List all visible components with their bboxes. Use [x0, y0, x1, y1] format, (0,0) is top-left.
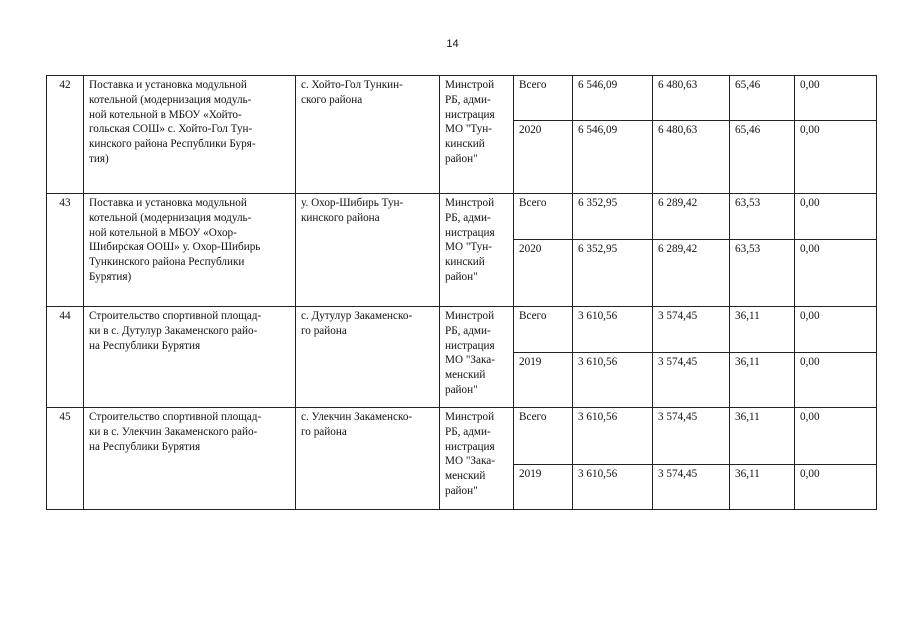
project-name: Строительство спортивной площад- ки в с. Дутулур Закаменского райо- на Республики Бурятия [84, 307, 296, 408]
project-location: с. Хойто-Гол Тункин- ского района [296, 76, 440, 194]
year-cell: Всего [514, 307, 573, 353]
mo-budget-cell: 36,11 [730, 465, 795, 510]
mo-budget-cell: 63,53 [730, 194, 795, 240]
rb-budget-cell: 3 574,45 [653, 353, 730, 408]
rb-budget-cell: 6 480,63 [653, 121, 730, 194]
mo-budget-cell: 65,46 [730, 76, 795, 121]
other-cell: 0,00 [795, 76, 877, 121]
row-number: 45 [47, 408, 84, 510]
year-cell: Всего [514, 76, 573, 121]
year-cell: 2019 [514, 465, 573, 510]
responsible-party: Минстрой РБ, адми- нистрация МО "Тун- кинский район" [440, 76, 514, 194]
rb-budget-cell: 3 574,45 [653, 465, 730, 510]
other-cell: 0,00 [795, 465, 877, 510]
row-number: 42 [47, 76, 84, 194]
year-cell: 2019 [514, 353, 573, 408]
mo-budget-cell: 36,11 [730, 353, 795, 408]
responsible-party: Минстрой РБ, адми- нистрация МО "Тун- кинский район" [440, 194, 514, 307]
total-cell: 3 610,56 [573, 408, 653, 465]
project-name: Поставка и установка модульной котельной (модернизация модуль- ной котельной в МБОУ «Охор- Шибирская ООШ» у. Охор-Шибирь Тункинского района Республики Бурятия) [84, 194, 296, 307]
project-name: Строительство спортивной площад- ки в с. Улекчин Закаменского райо- на Республики Бурятия [84, 408, 296, 510]
year-cell: 2020 [514, 121, 573, 194]
mo-budget-cell: 65,46 [730, 121, 795, 194]
row-number: 44 [47, 307, 84, 408]
total-cell: 6 352,95 [573, 194, 653, 240]
table-row [47, 76, 877, 121]
year-cell: Всего [514, 408, 573, 465]
total-cell: 6 546,09 [573, 121, 653, 194]
project-location: с. Улекчин Закаменско- го района [296, 408, 440, 510]
other-cell: 0,00 [795, 194, 877, 240]
other-cell: 0,00 [795, 353, 877, 408]
rb-budget-cell: 6 289,42 [653, 194, 730, 240]
page-number: 14 [446, 38, 459, 50]
rb-budget-cell: 6 289,42 [653, 240, 730, 307]
mo-budget-cell: 63,53 [730, 240, 795, 307]
project-name: Поставка и установка модульной котельной (модернизация модуль- ной котельной в МБОУ «Хойто- гольская СОШ» с. Хойто-Гол Тун- кинского района Республики Буря- тия) [84, 76, 296, 194]
other-cell: 0,00 [795, 408, 877, 465]
year-cell: Всего [514, 194, 573, 240]
total-cell: 3 610,56 [573, 353, 653, 408]
total-cell: 3 610,56 [573, 465, 653, 510]
rb-budget-cell: 3 574,45 [653, 408, 730, 465]
program-table [46, 75, 877, 510]
mo-budget-cell: 36,11 [730, 307, 795, 353]
total-cell: 6 352,95 [573, 240, 653, 307]
project-location: у. Охор-Шибирь Тун- кинского района [296, 194, 440, 307]
other-cell: 0,00 [795, 307, 877, 353]
rb-budget-cell: 6 480,63 [653, 76, 730, 121]
total-cell: 6 546,09 [573, 76, 653, 121]
total-cell: 3 610,56 [573, 307, 653, 353]
other-cell: 0,00 [795, 121, 877, 194]
rb-budget-cell: 3 574,45 [653, 307, 730, 353]
other-cell: 0,00 [795, 240, 877, 307]
responsible-party: Минстрой РБ, адми- нистрация МО "Зака- менский район" [440, 307, 514, 408]
table-row [47, 408, 877, 465]
responsible-party: Минстрой РБ, адми- нистрация МО "Зака- менский район" [440, 408, 514, 510]
year-cell: 2020 [514, 240, 573, 307]
project-location: с. Дутулур Закаменско- го района [296, 307, 440, 408]
table-row [47, 194, 877, 240]
table-row [47, 307, 877, 353]
row-number: 43 [47, 194, 84, 307]
mo-budget-cell: 36,11 [730, 408, 795, 465]
